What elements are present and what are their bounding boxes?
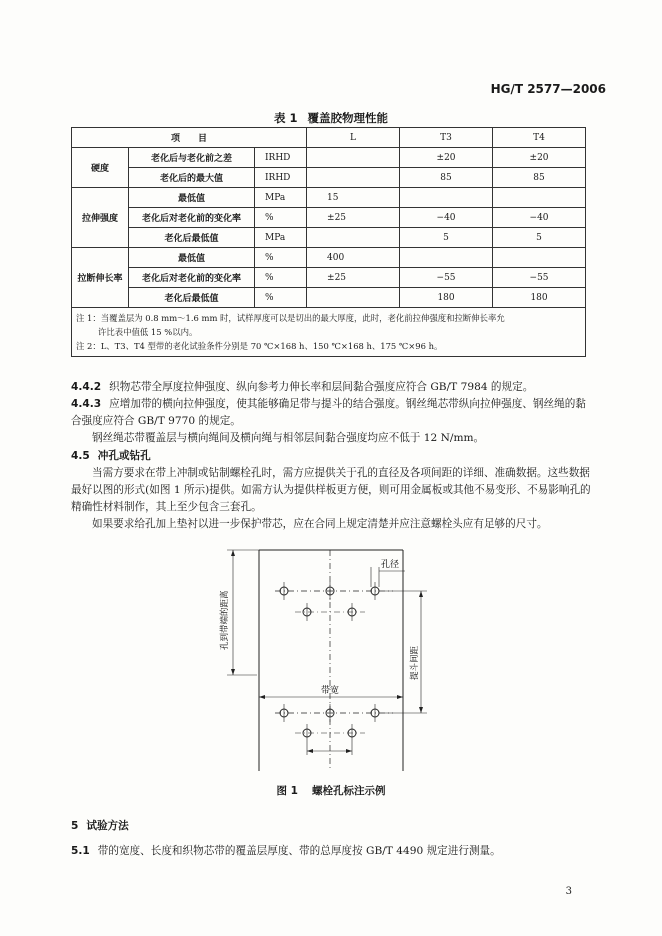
header-L: L (307, 128, 400, 148)
cell-L: 400 (307, 248, 400, 268)
section-number: 4.5 (71, 450, 90, 462)
cell-L: ±25 (307, 268, 400, 288)
section-text: 带的宽度、长度和织物芯带的覆盖层厚度、带的总厚度按 GB/T 4490 规定进行测量。 (97, 845, 501, 857)
table-row (72, 148, 586, 168)
row-label: 最低值 (129, 248, 255, 268)
figure-caption-text: 螺栓孔标注示例 (311, 785, 386, 797)
row-label: 老化后最低值 (129, 288, 255, 308)
cell-T3: 85 (400, 168, 493, 188)
note-1-line-1: 注 1：当覆盖层为 0.8 mm～1.6 mm 时，试样厚度可以是切出的最大厚度，此时，老化前拉伸强度和拉断伸长率允 (76, 313, 505, 323)
row-label: 老化后最低值 (129, 228, 255, 248)
row-label: 老化后的最大值 (129, 168, 255, 188)
table-row (72, 208, 586, 228)
table-row (72, 188, 586, 208)
row-unit: IRHD (255, 168, 307, 188)
cell-T4 (493, 188, 586, 208)
section-text: 织物芯带全厚度拉伸强度、纵向参考力伸长率和层间黏合强度应符合 GB/T 7984 的规定。 (109, 381, 534, 393)
row-unit: % (255, 248, 307, 268)
page-number: 3 (565, 886, 572, 897)
standard-code: HG/T 2577—2006 (490, 82, 606, 96)
cell-L (307, 288, 400, 308)
row-label: 最低值 (129, 188, 255, 208)
table-header-row (72, 128, 586, 148)
row-unit: % (255, 288, 307, 308)
cell-T4: 5 (493, 228, 586, 248)
row-unit: MPa (255, 228, 307, 248)
section-title: 试验方法 (86, 820, 129, 832)
properties-table (71, 127, 586, 357)
section-number: 4.4.3 (71, 398, 102, 410)
table-row (72, 168, 586, 188)
figure-caption (0, 783, 662, 798)
label-belt-width: 带宽 (321, 686, 340, 696)
table-number: 表 1 (273, 111, 298, 125)
cell-T4: 85 (493, 168, 586, 188)
cell-T3: 5 (400, 228, 493, 248)
group-hardness: 硬度 (72, 148, 129, 188)
label-hole-to-belt-end: 孔到带端的距离 (220, 590, 230, 650)
section-text: 应增加带的横向拉伸强度，使其能够确足带与提斗的结合强度。钢丝绳芯带纵向拉伸强度、钢丝绳的黏合强度应符合 GB/T 9770 的规定。 (71, 398, 586, 427)
figure-number: 图 1 (276, 785, 298, 797)
table-row (72, 248, 586, 268)
cell-T4: −40 (493, 208, 586, 228)
row-unit: IRHD (255, 148, 307, 168)
label-hole-diameter: 孔径 (381, 560, 400, 570)
section-5-1 (71, 843, 591, 860)
cell-L (307, 148, 400, 168)
cell-L: ±25 (307, 208, 400, 228)
table-title-text: 覆盖胶物理性能 (307, 111, 388, 125)
section-number: 5.1 (71, 845, 90, 857)
bolt-hole-diagram (195, 545, 435, 775)
header-item: 项 目 (72, 128, 307, 148)
section-number: 4.4.2 (71, 381, 102, 393)
cell-L (307, 168, 400, 188)
section-4-4-3 (71, 396, 591, 430)
paragraph: 钢丝绳芯带覆盖层与横向绳间及横向绳与相邻层间黏合强度均应不低于 12 N/mm。 (92, 432, 485, 444)
section-number: 5 (71, 820, 79, 832)
header-T3: T3 (400, 128, 493, 148)
note-1-line-2: 许比表中值低 15 %以内。 (98, 327, 198, 337)
section-5-heading (71, 818, 591, 835)
row-label: 老化后对老化前的变化率 (129, 208, 255, 228)
table-title (0, 110, 662, 126)
row-unit: % (255, 268, 307, 288)
group-tensile-strength: 拉伸强度 (72, 188, 129, 248)
row-unit: MPa (255, 188, 307, 208)
cell-T4 (493, 248, 586, 268)
section-4-5-heading (71, 448, 591, 465)
cell-T3: −40 (400, 208, 493, 228)
cell-T3: ±20 (400, 148, 493, 168)
cell-T4: 180 (493, 288, 586, 308)
table-notes (72, 308, 586, 357)
cell-T3: 180 (400, 288, 493, 308)
paragraph: 当需方要求在带上冲制或钻制螺栓孔时，需方应提供关于孔的直径及各项间距的详细、准确数据。这些数据最好以图的形式(如图 1 所示)提供。如需方认为提供样板更方便，则可用金属板或其他不易变形、不易影响孔的精确性材料制作，其上至少包含三套孔。 (71, 467, 591, 513)
table-row (72, 268, 586, 288)
section-title: 冲孔或钻孔 (97, 450, 151, 462)
cell-T4: ±20 (493, 148, 586, 168)
row-unit: % (255, 208, 307, 228)
cell-T4: −55 (493, 268, 586, 288)
table-notes-row (72, 308, 586, 357)
header-T4: T4 (493, 128, 586, 148)
section-4-4-2 (71, 379, 591, 396)
row-label: 老化后与老化前之差 (129, 148, 255, 168)
cell-L (307, 228, 400, 248)
cell-T3 (400, 188, 493, 208)
note-2: 注 2：L、T3、T4 型带的老化试验条件分别是 70 ℃×168 h、150 ℃×168 h、175 ℃×96 h。 (76, 341, 443, 351)
table-row (72, 288, 586, 308)
cell-T3 (400, 248, 493, 268)
group-elongation: 拉断伸长率 (72, 248, 129, 308)
table-row (72, 228, 586, 248)
label-bucket-spacing: 提斗间距 (410, 645, 420, 680)
paragraph: 如果要求给孔加上垫衬以进一步保护带芯，应在合同上规定清楚并应注意螺栓头应有足够的尺寸。 (92, 518, 548, 530)
row-label: 老化后对老化前的变化率 (129, 268, 255, 288)
cell-L: 15 (307, 188, 400, 208)
cell-T3: −55 (400, 268, 493, 288)
